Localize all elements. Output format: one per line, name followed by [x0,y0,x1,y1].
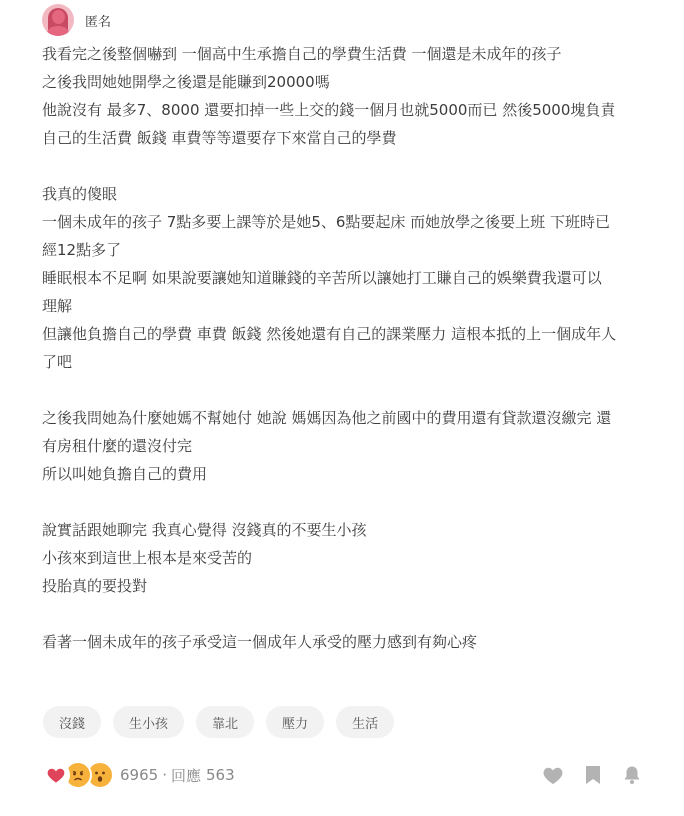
post-text-line: 睡眠根本不足啊 如果說要讓她知道賺錢的辛苦所以讓她打工賺自己的娛樂費我還可以 [42,269,602,287]
blank-line [42,488,662,516]
post-header [42,4,111,36]
post-footer [42,760,642,790]
bell-icon[interactable] [622,765,642,785]
post-text-line: 之後我問她為什麼她媽不幫她付 她說 媽媽因為他之前國中的費用還有貸款還沒繳完 還 [42,409,612,427]
post-text-line: 我真的傻眼 [42,185,118,203]
tag-chip[interactable]: 沒錢 [43,706,101,738]
female-avatar-icon[interactable] [42,4,74,36]
post-text-line: 經12點多了 [42,241,122,259]
bookmark-icon[interactable] [584,765,602,785]
post-text-line: 說實話跟她聊完 我真心覺得 沒錢真的不要生小孩 [42,521,367,539]
tag-chip[interactable]: 靠北 [196,706,254,738]
post-actions [542,760,642,790]
tag-list [43,706,394,738]
post-text-line: 一個未成年的孩子 7點多要上課等於是她5、6點要起床 而她放學之後要上班 下班時已 [42,213,610,231]
post-text-line: 我看完之後整個嚇到 一個高中生承擔自己的學費生活費 一個還是未成年的孩子 [42,45,562,63]
reply-label[interactable]: 回應 [170,766,201,785]
reaction-icons[interactable] [42,761,114,789]
separator: · [162,766,167,784]
post-text-line: 理解 [42,297,73,315]
like-icon[interactable] [542,765,564,785]
post-text-line: 投胎真的要投對 [42,577,148,595]
heart-icon[interactable] [42,761,70,789]
post-text-line: 自己的生活費 飯錢 車費等等還要存下來當自己的學費 [42,129,397,147]
post-text-line: 他說沒有 最多7、8000 還要扣掉一些上交的錢一個月也就5000而已 然後5000塊負責 [42,101,616,119]
post-text-line: 看著一個未成年的孩子承受這一個成年人承受的壓力感到有夠心疼 [42,633,478,651]
post-text-line: 之後我問她她開學之後還是能賺到20000嗎 [42,73,330,91]
blank-line [42,600,662,628]
post-text-line: 有房租什麼的還沒付完 [42,437,193,455]
post-text-line: 所以叫她負擔自己的費用 [42,465,208,483]
reaction-counts [120,765,235,786]
reply-count[interactable]: 563 [205,766,235,784]
reaction-count[interactable]: 6965 [120,766,159,784]
post-text-line: 了吧 [42,353,73,371]
blank-line [42,152,662,180]
tag-chip[interactable]: 生小孩 [113,706,184,738]
tag-chip[interactable]: 壓力 [266,706,324,738]
post-text-line: 小孩來到這世上根本是來受苦的 [42,549,253,567]
author-name[interactable]: 匿名 [85,14,112,30]
tag-chip[interactable]: 生活 [336,706,394,738]
post-body [42,40,662,656]
blank-line [42,376,662,404]
post-text-line: 但讓他負擔自己的學費 車費 飯錢 然後她還有自己的課業壓力 這根本抵的上一個成年人 [42,325,617,343]
